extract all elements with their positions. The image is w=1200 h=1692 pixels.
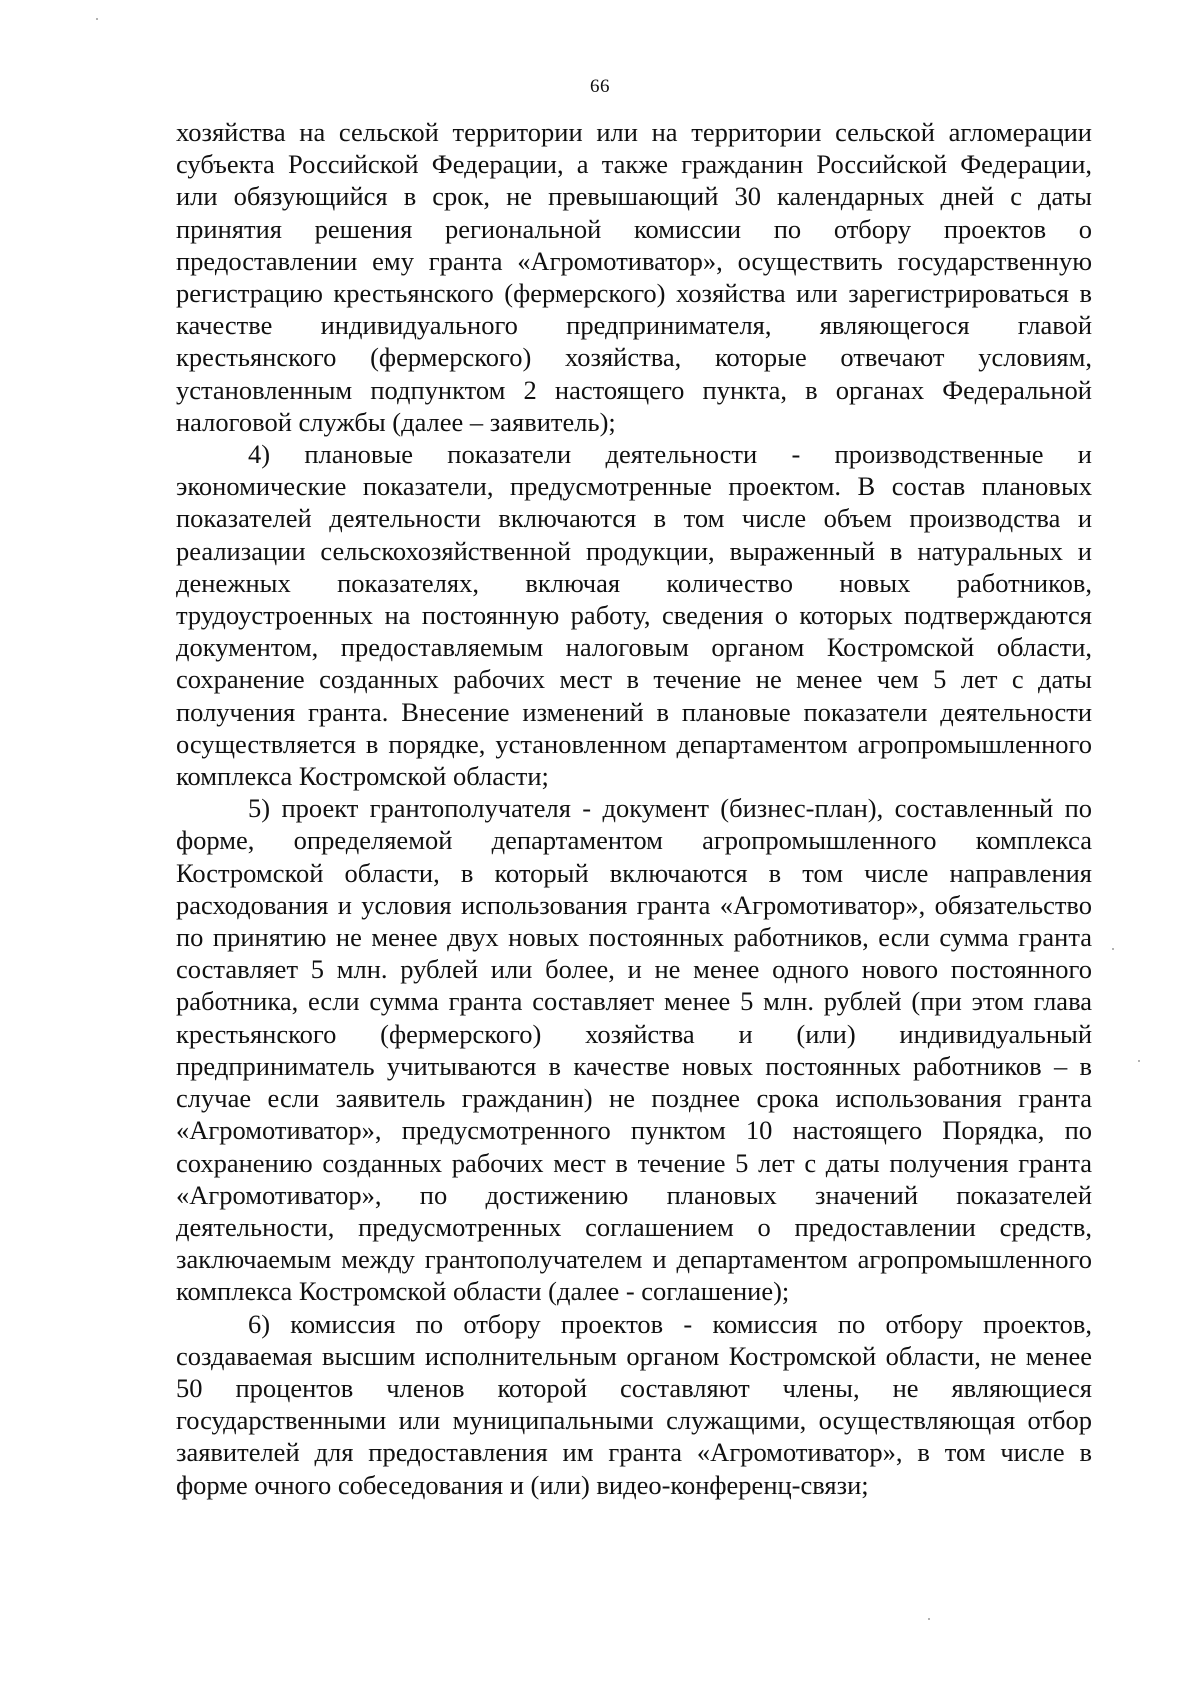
paragraph-item-4: 4) плановые показатели деятельности - производственные и экономические показатели, предусмотренные проектом. В состав плановых показателей деятельности включаются в том числе объем производства и реализации сельскохозяйственной продукции, выраженный в натуральных и денежных показателях, включая количество новых работников, трудоустроенных на постоянную работу, сведения о которых подтверждаются документом, предоставляемым налоговым органом Костромской области, сохранение созданных рабочих мест в течение не менее чем 5 лет с даты получения гранта. Внесение изменений в плановые показатели деятельности осуществляется в порядке, установленном департаментом агропромышленного комплекса Костромской области; [176,439,1092,792]
scan-speck [928,1618,930,1620]
scan-speck [96,18,98,20]
paragraph-item-5: 5) проект грантополучателя - документ (бизнес-план), составленный по форме, определяемой департаментом агропромышленного комплекса Костромской области, в который включаются в том числе направления расходования и условия использования гранта «Агромотиватор», обязательство по принятию не менее двух новых постоянных работников, если сумма гранта составляет 5 млн. рублей или более, и не менее одного нового постоянного работника, если сумма гранта составляет менее 5 млн. рублей (при этом глава крестьянского (фермерского) хозяйства и (или) индивидуальный предприниматель учитываются в качестве новых постоянных работников – в случае если заявитель гражданин) не позднее срока использования гранта «Агромотиватор», предусмотренного пунктом 10 настоящего Порядка, по сохранению созданных рабочих мест в течение 5 лет с даты получения гранта «Агромотиватор», по достижению плановых значений показателей деятельности, предусмотренных соглашением о предоставлении средств, заключаемым между грантополучателем и департаментом агропромышленного комплекса Костромской области (далее - соглашение); [176,793,1092,1307]
scan-speck [1112,948,1114,950]
paragraph-item-6: 6) комиссия по отбору проектов - комиссия по отбору проектов, создаваемая высшим исполнительным органом Костромской области, не менее 50 процентов членов которой составляют члены, не являющиеся государственными или муниципальными служащими, осуществляющая отбор заявителей для предоставления им гранта «Агромотиватор», в том числе в форме очного собеседования и (или) видео-конференц-связи; [176,1308,1092,1500]
document-body [176,116,1092,1501]
page-number: 66 [590,76,610,97]
paragraph-continuation: хозяйства на сельской территории или на территории сельской агломерации субъекта Российской Федерации, а также гражданин Российской Федерации, или обязующийся в срок, не превышающий 30 календарных дней с даты принятия решения региональной комиссии по отбору проектов о предоставлении ему гранта «Агромотиватор», осуществить государственную регистрацию крестьянского (фермерского) хозяйства или зарегистрироваться в качестве индивидуального предпринимателя, являющегося главой крестьянского (фермерского) хозяйства, которые отвечают условиям, установленным подпунктом 2 настоящего пункта, в органах Федеральной налоговой службы (далее – заявитель); [176,117,1092,437]
scan-speck [1138,1060,1140,1062]
